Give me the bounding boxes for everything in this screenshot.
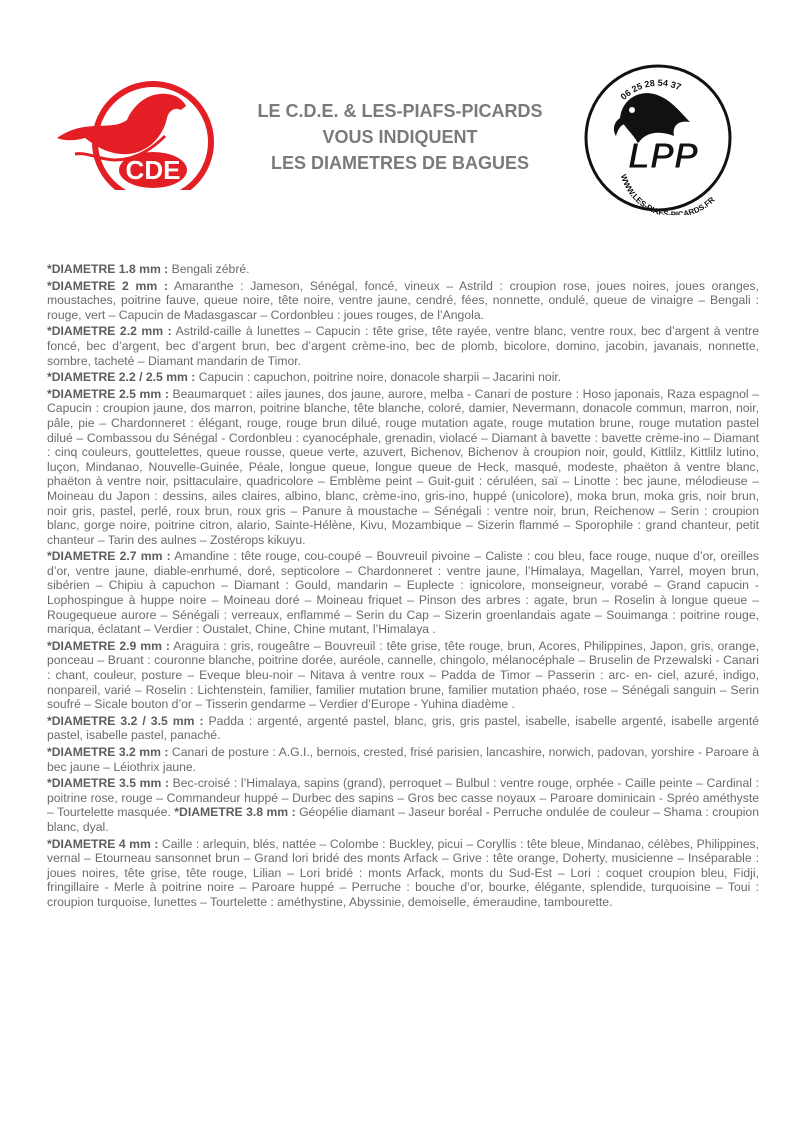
entry-label-3-8mm: *DIAMETRE 3.8 mm : xyxy=(174,805,296,820)
entry-2-5mm xyxy=(47,387,759,548)
entry-label: *DIAMETRE 3.2 / 3.5 mm : xyxy=(47,713,204,728)
entry-label: *DIAMETRE 2.9 mm : xyxy=(47,638,170,653)
page-title xyxy=(215,98,585,176)
entry-text: Caille : arlequin, blés, nattée – Colombe : Buckley, picui – Coryllis : tête bleue, Mindanao, célèbes, Philippines, vernal – Etourneau sansonnet brun – Grand lori bridé des monts Arfack – Grive : tête orange, Doherty, musicienne – Inséparable : joues noires, tête grise, tête rouge, Lilian – Lori bridé : monts Arfack, monts du Sud-Est – Lori : coquet croupion bleu, Fidji, fringillaire - Merle à poitrine noire – Paroare huppé – Perruche : bouche d’or, bourke, élégante, splendide, turquoisine – Toui : croupion turquoise, lunettes – Tourtelette : améthystine, Abyssinie, demoiselle, émeraudine, tambourette. xyxy=(47,836,759,909)
lpp-logo xyxy=(580,60,735,215)
entry-2-9mm xyxy=(47,639,759,712)
title-line-3: LES DIAMETRES DE BAGUES xyxy=(270,153,530,173)
entry-2-2-2-5mm xyxy=(47,370,759,385)
entry-text: Canari de posture : A.G.I., bernois, crested, frisé parisien, lancashire, norwich, padovan, yorshire - Paroare à bec jaune – Léiothrix jaune. xyxy=(47,745,759,774)
entry-label: *DIAMETRE 2.2 mm : xyxy=(47,324,172,339)
entry-3-2mm xyxy=(47,745,759,774)
cde-logo xyxy=(55,80,215,190)
title-line-2: VOUS INDIQUENT xyxy=(322,127,478,147)
entry-3-2-3-5mm xyxy=(47,714,759,743)
entry-label: *DIAMETRE 2.2 / 2.5 mm : xyxy=(47,370,196,385)
entry-text: Amandine : tête rouge, cou-coupé – Bouvreuil pivoine – Caliste : cou bleu, face rouge, nuque d’or, oreilles d’or, ventre jaune, diable-enrhumé, doré, septicolore – Chardonneret : ventre jaune, l’Himalaya, Magellan, Yarrel, moyen brun, sibérien – Chipiu à capuchon – Diamant : Gould, mandarin – Euplecte : ignicolore, monseigneur, vorabé – Grand capucin - Lophospingue à huppe noire – Moineau doré – Moineau friquet – Pinson des arbres : agate, brun – Roselin à longue queue – Rougequeue aurore – Sénégali : verreaux, enflammé – Serin du Cap – Sizerin groenlandais agate – Souimanga : poitrine rouge, mariqua, éclatant – Verdier : Oustalet, Chine, Chine mutant, l’Himalaya . xyxy=(47,549,759,637)
entry-text-3-8mm: Géopélie diamant – Jaseur boréal - Perruche ondulée de couleur – Shama : croupion blanc, dyal. xyxy=(47,805,759,834)
entry-text: Capucin : capuchon, poitrine noire, donacole sharpii – Jacarini noir. xyxy=(195,370,562,385)
entry-label: *DIAMETRE 1.8 mm : xyxy=(47,262,169,276)
entry-text: Araguira : gris, rougeâtre – Bouvreuil : tête grise, tête rouge, brun, Acores, Philippines, Japon, gris, orange, ponceau – Bruant : couronne blanche, poitrine dorée, auréole, cannelle, chingolo, mélanocéphale – Bruselin de Przewalski - Canari : chant, couleur, posture – Eveque bleu-noir – Nitava à ventre roux – Padda de Timor – Passerin : arc- en- ciel, azuré, indigo, nonpareil, varié – Roselin : Lichtenstein, familier, familier mutation brune, familier mutation phaéo, rose – Sénégali sanguin – Serin soufré – Sicale bouton d’or – Tisserin gendarme – Verdier d’Europe - Yuhina diadème . xyxy=(47,638,759,712)
entry-text: Bec-croisé : l’Himalaya, sapins (grand), perroquet – Bulbul : ventre rouge, orphée - Caille peinte – Cardinal : poitrine rose, rouge – Commandeur huppé – Durbec des sapins – Gros bec casse noyaux – Paroare dominicain - Spréo améthyste – Tourtelette masquée. xyxy=(47,776,759,820)
entry-text: Amaranthe : Jameson, Sénégal, foncé, vineux – Astrild : croupion rose, joues noires, joues oranges, moustaches, poitrine fauve, queue noire, tête noire, ventre jaune, cendré, fées, nonnette, ondulé, queue de vinaigre – Bengali : rouge, vert – Capucin de Madasgascar – Cordonbleu : joues rouges, de l’Angola. xyxy=(47,278,759,322)
entry-label: *DIAMETRE 3.5 mm : xyxy=(47,776,169,791)
entry-text: Beaumarquet : ailes jaunes, dos jaune, aurore, melba - Canari de posture : Hoso japonais, Raza espagnol – Capucin : croupion jaune, dos marron, poitrine blanche, tête blanche, coloré, damier, Nevermann, donacole commun, marron, noir, pâle, pie – Chardonneret : élégant, rouge, rouge brun dilué, rouge mutation agate, rouge mutation brune, rouge mutation pastel dilué – Combassou du Sénégal - Cordonbleu : cyanocéphale, grenadin, violacé – Diamant à bavette : bavette crème-ino – Diamant : cinq couleurs, gouttelettes, queue rousse, queue verte, azuvert, Bichenov, Bichenov à croupion noir, gould, Kittlilz, Kittlilz lutino, luçon, Mindanao, Nouvelle-Guinée, Péale, longue queue, longue queue de Heck, masqué, modeste, phaëton à ventre blanc, phaëton à ventre noir, psittaculaire, quadricolore – Emblème peint – Guit-guit : céruléen, saï – Linotte : bec jaune, mélodieuse – Moineau du Japon : dessins, ailes claires, albino, blanc, crème-ino, gris-ino, huppé (unicolore), moka brun, moka gris, noir brun, noir gris, pastel, perlé, roux brun, roux gris – Panure à moustache – Sénégali : ventre noir, brun, Reichenow – Serin : croupion blanc, gorge noire, poitrine citron, alario, Sainte-Hélène, Kivu, Mozambique – Sizerin flammé – Sporophile : grand chanteur, petit chanteur – Tarin des aulnes – Zostérops kikuyu. xyxy=(47,386,759,547)
entry-2mm xyxy=(47,279,759,323)
lpp-url: WWW.LES-PIAFS-PICARDS.FR xyxy=(618,173,717,215)
entry-text: Padda : argenté, argenté pastel, blanc, gris, gris pastel, isabelle, isabelle argenté, isabelle argenté pastel, isabelle pastel, panaché. xyxy=(47,713,759,743)
lpp-phone: 06 25 28 54 37 xyxy=(618,77,683,102)
entry-label: *DIAMETRE 2.5 mm : xyxy=(47,386,169,401)
entry-label: *DIAMETRE 3.2 mm : xyxy=(47,745,169,759)
entry-4mm xyxy=(47,837,759,910)
entry-2-7mm xyxy=(47,549,759,637)
entry-label: *DIAMETRE 2.7 mm : xyxy=(47,549,171,564)
entry-label: *DIAMETRE 4 mm : xyxy=(47,836,159,851)
lpp-logo-text: LPP xyxy=(627,135,699,176)
cde-logo-text: CDE xyxy=(125,155,181,185)
entry-1-8mm xyxy=(47,262,759,277)
entry-label: *DIAMETRE 2 mm : xyxy=(47,278,168,293)
entry-3-5mm xyxy=(47,776,759,834)
entry-text: Bengali zébré. xyxy=(168,262,250,276)
entry-2-2mm xyxy=(47,324,759,368)
entry-text: Astrild-caille à lunettes – Capucin : tête grise, tête rayée, ventre blanc, ventre roux, bec d’argent à ventre foncé, bec d’argent, bec d’argent brun, bec d’argent crème-ino, bec de plomb, bicolore, domino, jacobin, javanais, nonnette, sombre, tacheté – Diamant mandarin de Timor. xyxy=(47,324,759,368)
title-line-1: LE C.D.E. & LES-PIAFS-PICARDS xyxy=(257,101,543,121)
ring-diameter-list xyxy=(47,262,759,912)
